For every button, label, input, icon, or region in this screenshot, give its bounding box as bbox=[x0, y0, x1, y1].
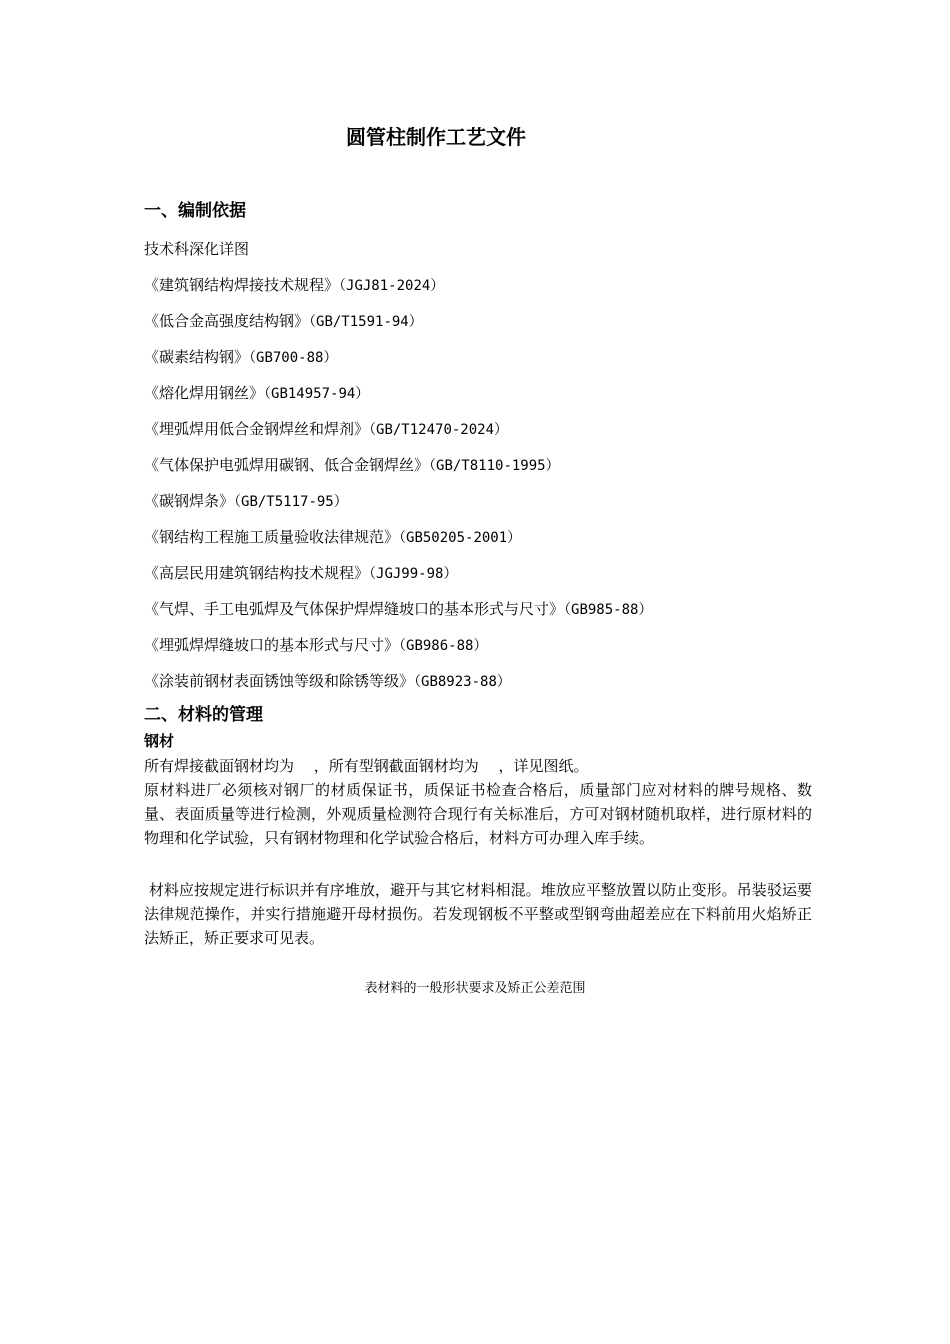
reference-item bbox=[144, 417, 652, 453]
reference-name: 《埋弧焊焊缝坡口的基本形式与尺寸》 bbox=[144, 636, 400, 654]
document-title: 圆管柱制作工艺文件 bbox=[346, 125, 526, 149]
reference-code: （GB50205-2001） bbox=[399, 530, 522, 546]
reference-code: （GB985-88） bbox=[564, 602, 653, 618]
reference-item bbox=[144, 525, 652, 561]
section-heading-basis: 一、编制依据 bbox=[144, 201, 246, 221]
reference-item bbox=[144, 633, 652, 669]
table-caption: 表材料的一般形状要求及矫正公差范围 bbox=[364, 981, 586, 996]
reference-code: （GB/T1591-94） bbox=[309, 314, 423, 330]
reference-name: 《高层民用建筑钢结构技术规程》 bbox=[144, 564, 370, 582]
reference-item bbox=[144, 489, 652, 525]
reference-item bbox=[144, 273, 652, 309]
reference-item bbox=[144, 561, 652, 597]
reference-code: （GB700-88） bbox=[249, 350, 338, 366]
reference-name: 《涂装前钢材表面锈蚀等级和除锈等级》 bbox=[144, 672, 415, 690]
reference-code: （GB14957-94） bbox=[264, 386, 370, 402]
reference-code: （GB/T5117-95） bbox=[234, 494, 348, 510]
reference-code: （JGJ81-2024） bbox=[339, 278, 445, 294]
reference-item bbox=[144, 345, 652, 381]
reference-code: （GB/T8110-1995） bbox=[429, 458, 560, 474]
subheading-steel: 钢材 bbox=[144, 732, 175, 750]
paragraph-steel-grade: 所有焊接截面钢材均为 ，所有型钢截面钢材均为 ，详见图纸。 bbox=[144, 757, 589, 775]
section-heading-materials: 二、材料的管理 bbox=[144, 705, 263, 725]
reference-name: 《熔化焊用钢丝》 bbox=[144, 384, 265, 402]
reference-name: 《建筑钢结构焊接技术规程》 bbox=[144, 276, 340, 294]
reference-list bbox=[144, 237, 652, 705]
reference-name: 《气焊、手工电弧焊及气体保护焊焊缝坡口的基本形式与尺寸》 bbox=[144, 600, 565, 618]
reference-item bbox=[144, 309, 652, 345]
reference-name: 技术科深化详图 bbox=[144, 240, 250, 258]
reference-item bbox=[144, 453, 652, 489]
reference-item bbox=[144, 381, 652, 417]
reference-item bbox=[144, 669, 652, 705]
reference-code: （JGJ99-98） bbox=[369, 566, 458, 582]
reference-name: 《钢结构工程施工质量验收法律规范》 bbox=[144, 528, 400, 546]
reference-code: （GB/T12470-2024） bbox=[369, 422, 509, 438]
reference-code: （GB986-88） bbox=[399, 638, 488, 654]
reference-item bbox=[144, 597, 652, 633]
reference-code: （GB8923-88） bbox=[414, 674, 511, 690]
reference-name: 《埋弧焊用低合金钢焊丝和焊剂》 bbox=[144, 420, 370, 438]
reference-name: 《碳素结构钢》 bbox=[144, 348, 250, 366]
reference-name: 《低合金高强度结构钢》 bbox=[144, 312, 310, 330]
paragraph-incoming-inspection: 原材料进厂必须核对钢厂的材质保证书，质保证书检查合格后，质量部门应对材料的牌号规格、数量、表面质量等进行检测，外观质量检测符合现行有关标准后，方可对钢材随机取样，进行原材料的物理和化学试验，只有钢材物理和化学试验合格后，材料方可办理入库手续。 bbox=[144, 781, 812, 847]
paragraph-storage-correction: 材料应按规定进行标识并有序堆放，避开与其它材料相混。堆放应平整放置以防止变形。吊装驳运要法律规范操作，并实行措施避开母材损伤。若发现钢板不平整或型钢弯曲超差应在下料前用火焰矫正法矫正，矫正要求可见表。 bbox=[144, 881, 812, 947]
reference-name: 《气体保护电弧焊用碳钢、低合金钢焊丝》 bbox=[144, 456, 430, 474]
reference-name: 《碳钢焊条》 bbox=[144, 492, 235, 510]
reference-item bbox=[144, 237, 652, 273]
